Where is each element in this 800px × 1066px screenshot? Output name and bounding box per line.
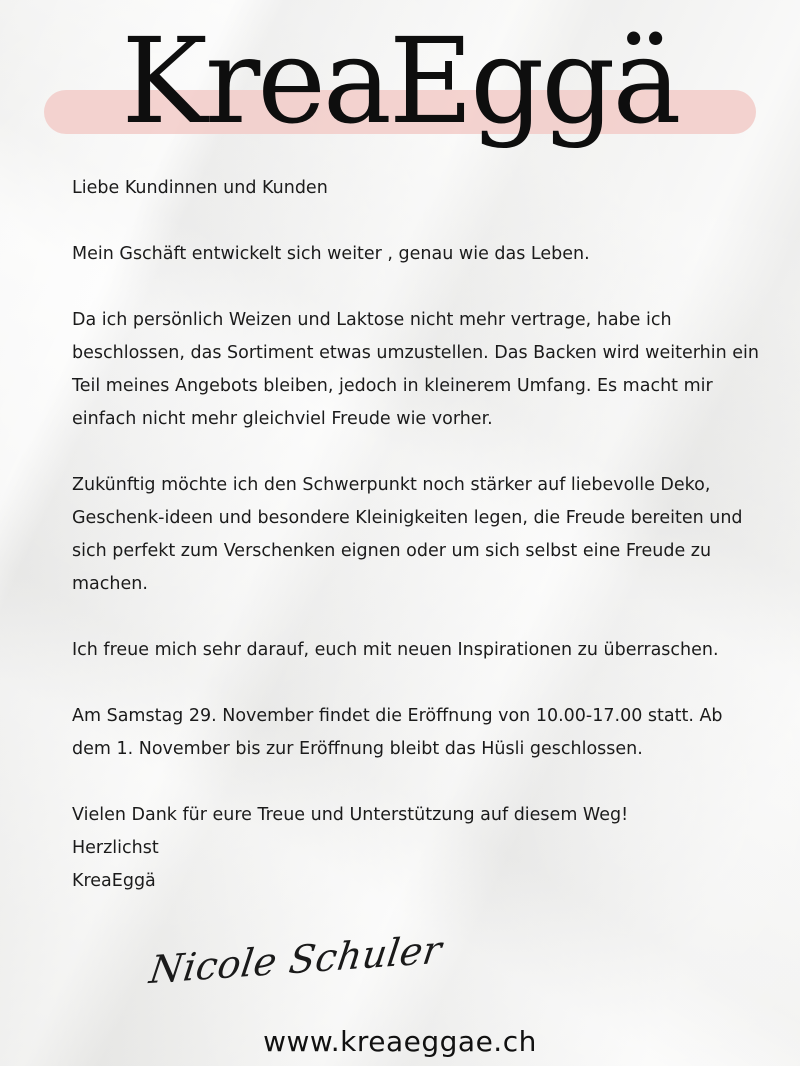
handwritten-signature: Nicole Schuler bbox=[146, 927, 445, 993]
letter-sign-off: Herzlichst bbox=[72, 838, 159, 858]
letter-closing: Vielen Dank für eure Treue und Unterstützung auf diesem Weg! bbox=[72, 805, 629, 825]
letter-greeting: Liebe Kundinnen und Kunden bbox=[72, 178, 328, 198]
letter-paragraph: Da ich persönlich Weizen und Laktose nicht mehr vertrage, habe ich beschlossen, das Sortiment etwas umzustellen. Das Backen wird weiterhin ein Teil meines Angebots bleiben, jedoch in kleinerem Umfang. Es macht mir einfach nicht mehr gleichviel Freude wie vorher. bbox=[72, 310, 759, 429]
letter-paragraph: Mein Gschäft entwickelt sich weiter , genau wie das Leben. bbox=[72, 244, 590, 264]
website-url: www.kreaeggae.ch bbox=[263, 1025, 537, 1058]
letter-body bbox=[72, 172, 762, 898]
brand-title: KreaEggä bbox=[121, 12, 679, 150]
letter-paragraph: Ich freue mich sehr darauf, euch mit neuen Inspirationen zu überraschen. bbox=[72, 640, 719, 660]
letter-paragraph: Am Samstag 29. November findet die Eröffnung von 10.00-17.00 statt. Ab dem 1. November bis zur Eröffnung bleibt das Hüsli geschlossen. bbox=[72, 706, 723, 759]
letter-sender: KreaEggä bbox=[72, 871, 156, 891]
letter-paragraph: Zukünftig möchte ich den Schwerpunkt noch stärker auf liebevolle Deko, Geschenk-ideen und besondere Kleinigkeiten legen, die Freude bereiten und sich perfekt zum Verschenken eignen oder um sich selbst eine Freude zu machen. bbox=[72, 475, 743, 594]
